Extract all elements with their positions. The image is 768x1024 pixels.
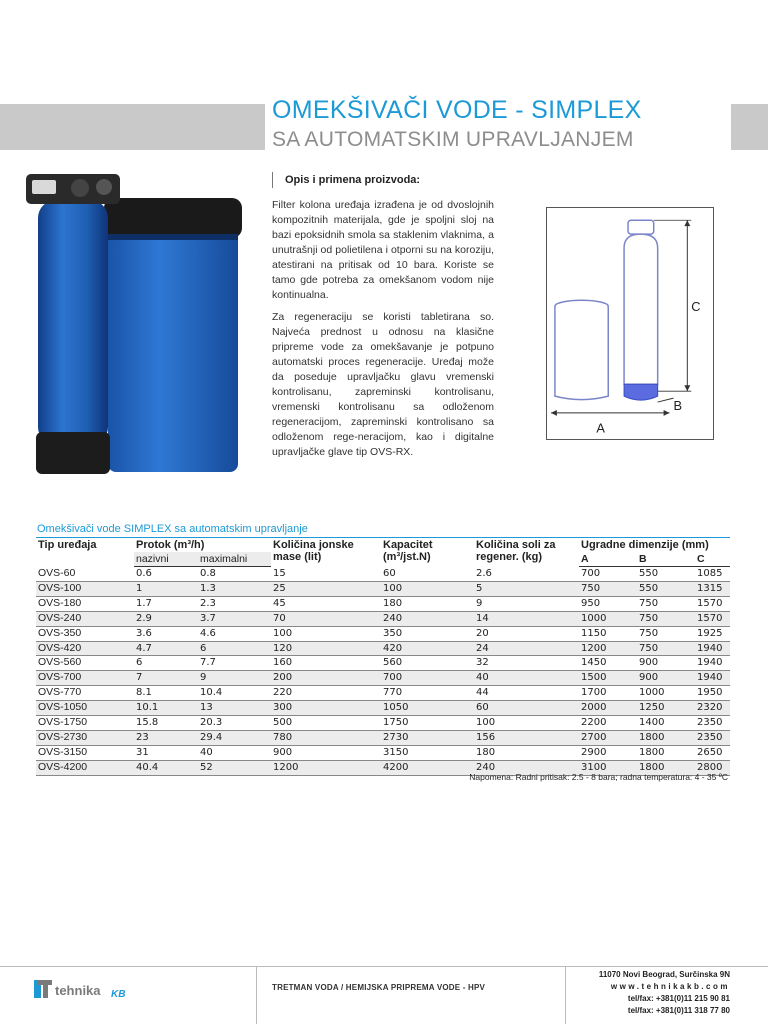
table-cell: 2200 bbox=[579, 716, 637, 731]
table-cell: 1570 bbox=[695, 596, 730, 611]
table-cell: 1 bbox=[134, 581, 198, 596]
table-cell: 240 bbox=[474, 760, 579, 775]
header-flow: Protok (m³/h) bbox=[134, 538, 271, 553]
header-resin: Količina jonske mase (lit) bbox=[271, 538, 381, 567]
table-cell: 8.1 bbox=[134, 686, 198, 701]
table-cell: 2320 bbox=[695, 701, 730, 716]
resin-column bbox=[38, 200, 108, 445]
table-cell: OVS-60 bbox=[36, 567, 134, 582]
table-cell: 900 bbox=[637, 671, 695, 686]
table-row bbox=[36, 611, 730, 626]
table-cell: 1800 bbox=[637, 760, 695, 775]
table-cell: OVS-2730 bbox=[36, 730, 134, 745]
header-salt: Količina soli za regener. (kg) bbox=[474, 538, 579, 567]
table-cell: 2350 bbox=[695, 716, 730, 731]
brine-tank-lid bbox=[104, 198, 242, 238]
table-cell: 1500 bbox=[579, 671, 637, 686]
table-cell: OVS-1750 bbox=[36, 716, 134, 731]
description-paragraph-2: Za regeneraciju se koristi tabletirana so. Najveća prednost u odnosu na klasične pripreme vode za omekšavanje je potpuno automatski proces regeneracije. Uređaj može da poseduje upravljačku glavu vremenski kontrolisanu, zapreminski kontrolisanu, vremenski kontrolisanu sa odloženom regeneracijom, zapreminski kontrolisano sa odloženom rege-neracijom, kao i digitalne upravljačke glave tip OVS-RX. bbox=[272, 311, 494, 458]
table-cell: 32 bbox=[474, 656, 579, 671]
table-cell: 700 bbox=[381, 671, 474, 686]
table-cell: 100 bbox=[381, 581, 474, 596]
table-cell: 1085 bbox=[695, 567, 730, 582]
table-cell: 750 bbox=[637, 626, 695, 641]
header-capacity: Kapacitet (m³/jst.N) bbox=[381, 538, 474, 567]
table-cell: 4.7 bbox=[134, 641, 198, 656]
header-dim-b: B bbox=[637, 552, 695, 567]
header-band-left bbox=[0, 104, 265, 150]
table-cell: 2900 bbox=[579, 745, 637, 760]
table-cell: 750 bbox=[637, 596, 695, 611]
table-cell: 1200 bbox=[271, 760, 381, 775]
table-row bbox=[36, 730, 730, 745]
table-cell: 1450 bbox=[579, 656, 637, 671]
header-flow-max: maximalni bbox=[198, 552, 271, 567]
table-cell: 100 bbox=[271, 626, 381, 641]
table-row bbox=[36, 596, 730, 611]
table-cell: 560 bbox=[381, 656, 474, 671]
table-cell: 1750 bbox=[381, 716, 474, 731]
table-cell: 70 bbox=[271, 611, 381, 626]
header-dims: Ugradne dimenzije (mm) bbox=[579, 538, 730, 553]
table-cell: 1150 bbox=[579, 626, 637, 641]
footnote: Napomena: Radni pritisak: 2.5 - 8 bara; radna temperatura: 4 - 35 ºC bbox=[469, 772, 728, 782]
table-cell: 60 bbox=[381, 567, 474, 582]
company-logo bbox=[34, 978, 144, 1000]
description-heading: Opis i primena proizvoda: bbox=[272, 172, 420, 188]
table-cell: 1940 bbox=[695, 671, 730, 686]
table-cell: 160 bbox=[271, 656, 381, 671]
table-cell: 3100 bbox=[579, 760, 637, 775]
table-cell: 180 bbox=[381, 596, 474, 611]
table-cell: 23 bbox=[134, 730, 198, 745]
table-cell: 1570 bbox=[695, 611, 730, 626]
table-cell: 15 bbox=[271, 567, 381, 582]
table-cell: 4200 bbox=[381, 760, 474, 775]
table-cell: 2700 bbox=[579, 730, 637, 745]
spec-table-wrap bbox=[36, 537, 730, 776]
table-cell: 1700 bbox=[579, 686, 637, 701]
table-cell: 1400 bbox=[637, 716, 695, 731]
table-cell: 1940 bbox=[695, 656, 730, 671]
table-cell: 1925 bbox=[695, 626, 730, 641]
table-cell: 10.1 bbox=[134, 701, 198, 716]
table-cell: 0.6 bbox=[134, 567, 198, 582]
table-cell: 40 bbox=[198, 745, 271, 760]
table-cell: 1000 bbox=[579, 611, 637, 626]
product-photo bbox=[20, 170, 248, 480]
table-row bbox=[36, 567, 730, 582]
table-cell: 180 bbox=[474, 745, 579, 760]
table-cell: 0.8 bbox=[198, 567, 271, 582]
table-cell: 6 bbox=[198, 641, 271, 656]
table-cell: 31 bbox=[134, 745, 198, 760]
table-cell: 29.4 bbox=[198, 730, 271, 745]
table-cell: 220 bbox=[271, 686, 381, 701]
table-header-row bbox=[36, 538, 730, 553]
table-caption: Omekšivači vode SIMPLEX sa automatskim upravljanje bbox=[37, 523, 308, 535]
footer-divider-left bbox=[256, 966, 257, 1024]
table-body bbox=[36, 567, 730, 776]
table-cell: 45 bbox=[271, 596, 381, 611]
table-cell: 20 bbox=[474, 626, 579, 641]
table-cell: 2350 bbox=[695, 730, 730, 745]
table-row bbox=[36, 686, 730, 701]
table-cell: 100 bbox=[474, 716, 579, 731]
diagram-label-b: B bbox=[673, 397, 683, 413]
table-row bbox=[36, 671, 730, 686]
table-cell: 25 bbox=[271, 581, 381, 596]
footer-address: 11070 Novi Beograd, Surčinska 9N bbox=[598, 970, 730, 979]
header-flow-nominal: nazivni bbox=[134, 552, 198, 567]
table-row bbox=[36, 656, 730, 671]
table-cell: OVS-770 bbox=[36, 686, 134, 701]
table-row bbox=[36, 581, 730, 596]
table-cell: 20.3 bbox=[198, 716, 271, 731]
table-cell: 3150 bbox=[381, 745, 474, 760]
table-cell: 780 bbox=[271, 730, 381, 745]
table-cell: 750 bbox=[637, 641, 695, 656]
table-cell: OVS-560 bbox=[36, 656, 134, 671]
table-cell: OVS-1050 bbox=[36, 701, 134, 716]
table-cell: 60 bbox=[474, 701, 579, 716]
table-row bbox=[36, 701, 730, 716]
table-cell: 5 bbox=[474, 581, 579, 596]
dimension-diagram bbox=[546, 207, 714, 440]
table-cell: 2.3 bbox=[198, 596, 271, 611]
table-cell: 7 bbox=[134, 671, 198, 686]
description-text bbox=[272, 198, 494, 467]
table-cell: 1800 bbox=[637, 745, 695, 760]
table-cell: 550 bbox=[637, 567, 695, 582]
table-cell: 500 bbox=[271, 716, 381, 731]
footer-website-link[interactable]: www.tehnikakb.com bbox=[610, 982, 730, 991]
table-cell: OVS-240 bbox=[36, 611, 134, 626]
page-title: OMEKŠIVAČI VODE - SIMPLEX bbox=[272, 96, 642, 124]
table-cell: 300 bbox=[271, 701, 381, 716]
table-cell: 2000 bbox=[579, 701, 637, 716]
table-cell: OVS-4200 bbox=[36, 760, 134, 775]
logo-wordmark: tehnika bbox=[55, 983, 101, 998]
table-cell: 950 bbox=[579, 596, 637, 611]
table-cell: 770 bbox=[381, 686, 474, 701]
header-type: Tip uređaja bbox=[36, 538, 134, 567]
table-cell: OVS-350 bbox=[36, 626, 134, 641]
table-cell: 1200 bbox=[579, 641, 637, 656]
table-cell: 240 bbox=[381, 611, 474, 626]
table-cell: 120 bbox=[271, 641, 381, 656]
table-cell: 3.7 bbox=[198, 611, 271, 626]
control-display bbox=[32, 180, 56, 194]
table-cell: 700 bbox=[579, 567, 637, 582]
table-cell: 350 bbox=[381, 626, 474, 641]
table-cell: 1.3 bbox=[198, 581, 271, 596]
table-cell: 1800 bbox=[637, 730, 695, 745]
table-cell: 420 bbox=[381, 641, 474, 656]
table-cell: OVS-180 bbox=[36, 596, 134, 611]
footer-contact bbox=[599, 969, 730, 1017]
header-dim-a: A bbox=[579, 552, 637, 567]
table-cell: 1940 bbox=[695, 641, 730, 656]
table-cell: 1950 bbox=[695, 686, 730, 701]
header-dim-c: C bbox=[695, 552, 730, 567]
table-cell: 156 bbox=[474, 730, 579, 745]
table-cell: 40 bbox=[474, 671, 579, 686]
table-cell: 9 bbox=[198, 671, 271, 686]
table-cell: 550 bbox=[637, 581, 695, 596]
brine-tank bbox=[108, 200, 238, 472]
table-cell: 1250 bbox=[637, 701, 695, 716]
table-cell: 1050 bbox=[381, 701, 474, 716]
table-cell: OVS-100 bbox=[36, 581, 134, 596]
table-cell: OVS-3150 bbox=[36, 745, 134, 760]
page-subtitle: SA AUTOMATSKIM UPRAVLJANJEM bbox=[272, 128, 634, 151]
table-cell: 2650 bbox=[695, 745, 730, 760]
table-cell: 15.8 bbox=[134, 716, 198, 731]
table-cell: 9 bbox=[474, 596, 579, 611]
footer-divider-line bbox=[0, 966, 768, 967]
table-row bbox=[36, 745, 730, 760]
table-row bbox=[36, 716, 730, 731]
table-cell: 7.7 bbox=[198, 656, 271, 671]
spec-table bbox=[36, 537, 730, 776]
table-cell: 750 bbox=[579, 581, 637, 596]
table-cell: 6 bbox=[134, 656, 198, 671]
footer-tagline: TRETMAN VODA / HEMIJSKA PRIPREMA VODE - HPV bbox=[272, 983, 486, 992]
table-cell: 2.9 bbox=[134, 611, 198, 626]
table-cell: 900 bbox=[637, 656, 695, 671]
table-cell: 52 bbox=[198, 760, 271, 775]
table-row bbox=[36, 626, 730, 641]
column-base bbox=[36, 432, 110, 474]
table-cell: 24 bbox=[474, 641, 579, 656]
footer-divider-right bbox=[565, 966, 566, 1024]
table-cell: 1000 bbox=[637, 686, 695, 701]
table-cell: OVS-420 bbox=[36, 641, 134, 656]
table-cell: 750 bbox=[637, 611, 695, 626]
table-cell: 13 bbox=[198, 701, 271, 716]
table-cell: 4.6 bbox=[198, 626, 271, 641]
table-cell: 3.6 bbox=[134, 626, 198, 641]
logo-suffix: KB bbox=[111, 989, 126, 1000]
table-cell: OVS-700 bbox=[36, 671, 134, 686]
table-cell: 2800 bbox=[695, 760, 730, 775]
table-cell: 40.4 bbox=[134, 760, 198, 775]
table-cell: 900 bbox=[271, 745, 381, 760]
diagram-label-c: C bbox=[691, 299, 701, 315]
table-cell: 2730 bbox=[381, 730, 474, 745]
table-cell: 1.7 bbox=[134, 596, 198, 611]
table-cell: 14 bbox=[474, 611, 579, 626]
footer-tel-1: tel/fax: +381(0)11 215 90 81 bbox=[627, 994, 730, 1003]
diagram-label-a: A bbox=[596, 420, 605, 436]
table-cell: 2.6 bbox=[474, 567, 579, 582]
table-cell: 44 bbox=[474, 686, 579, 701]
table-cell: 10.4 bbox=[198, 686, 271, 701]
table-row bbox=[36, 641, 730, 656]
description-paragraph-1: Filter kolona uređaja izrađena je od dvoslojnih kompozitnih materijala, gde je spoljni sloj na bazi epoksidnih smola sa staklenim vlaknima, a unutrašnji od polietilena i otporni su na koroziju, atestirani na pritisak od 10 bara. Koriste se tamo gde potreba za omekšanom vodom nije kontinualna. bbox=[272, 199, 494, 301]
table-cell: 200 bbox=[271, 671, 381, 686]
header-band-right bbox=[731, 104, 768, 150]
table-cell: 1315 bbox=[695, 581, 730, 596]
footer-tel-2: tel/fax: +381(0)11 318 77 80 bbox=[627, 1006, 730, 1015]
